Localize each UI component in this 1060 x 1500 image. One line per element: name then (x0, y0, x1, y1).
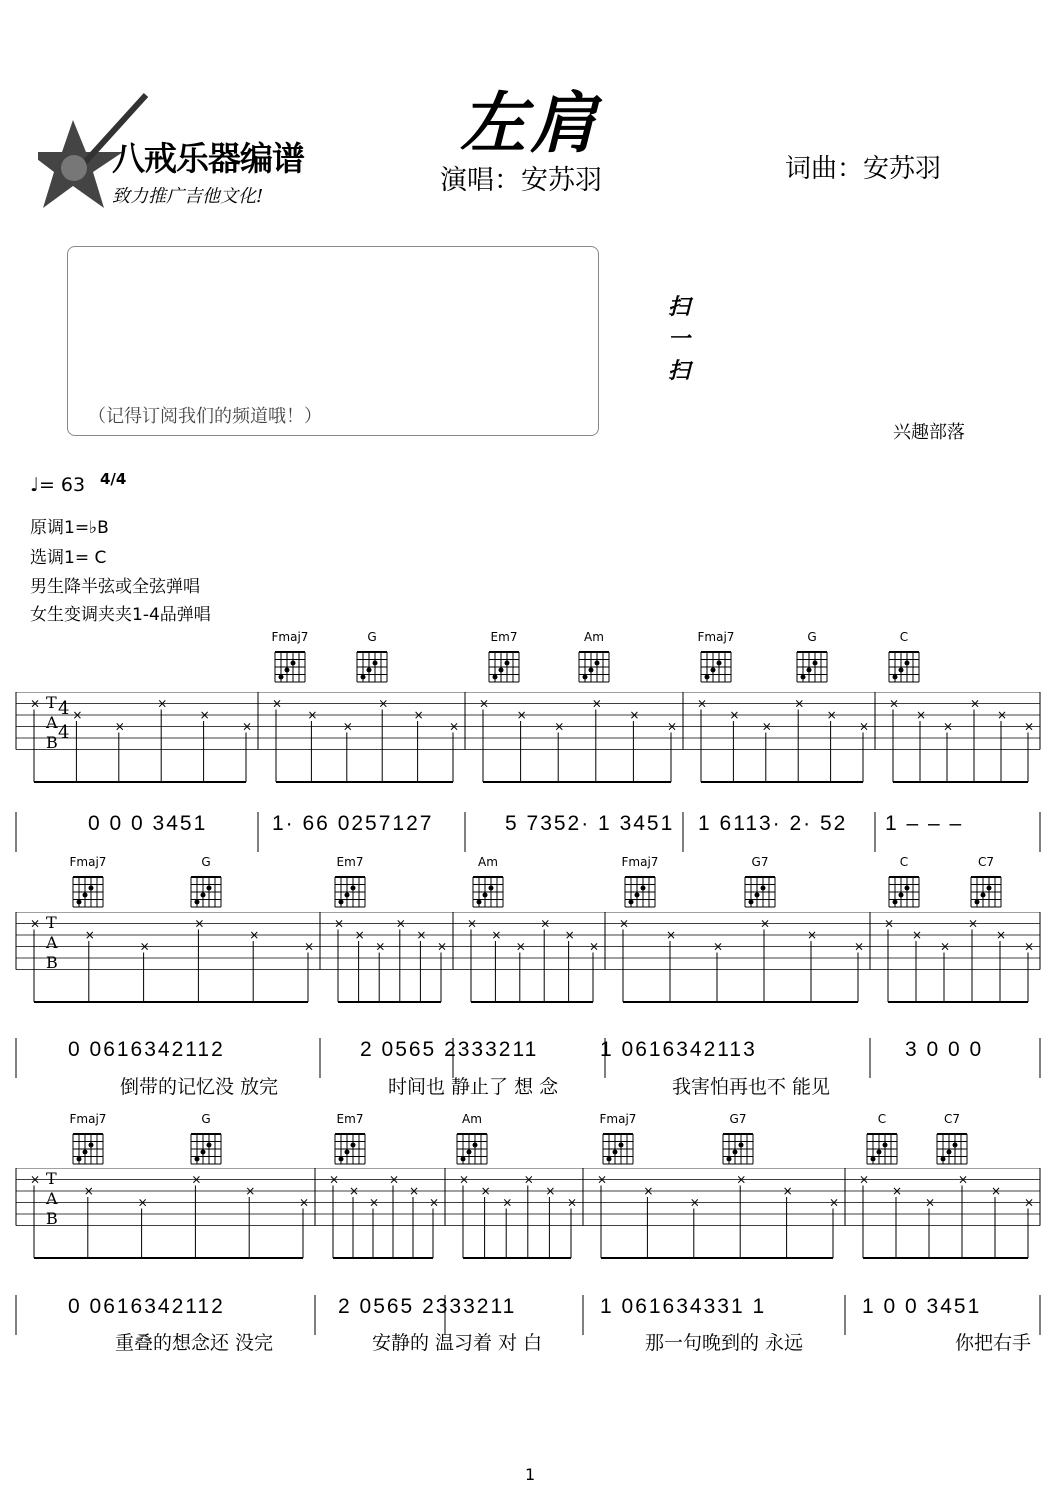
chord-name: G (807, 630, 817, 644)
chord-name: C (899, 855, 909, 869)
svg-text:×: × (249, 928, 260, 942)
singer: 演唱：安苏羽 (440, 165, 602, 196)
svg-text:×: × (378, 696, 389, 711)
svg-text:×: × (540, 916, 551, 931)
svg-text:×: × (416, 928, 427, 942)
svg-text:×: × (515, 939, 526, 954)
chord-diagram-icon (68, 871, 112, 911)
svg-text:×: × (480, 1184, 491, 1198)
chord-diagram-icon (620, 871, 664, 911)
brand-name: 八戒乐器编谱 (112, 139, 304, 178)
song-title: 左肩 (460, 84, 600, 162)
svg-text:×: × (564, 928, 575, 942)
svg-text:×: × (191, 1172, 202, 1187)
svg-text:×: × (925, 1195, 936, 1210)
selected-key: 选调1= C (30, 548, 107, 568)
jianpu-measure: 3 0 0 0 (905, 1038, 984, 1061)
chord-diagram-icon (68, 1128, 112, 1168)
jianpu-measure: 2 0565 2333211 (360, 1038, 539, 1061)
svg-text:×: × (794, 696, 805, 711)
chord-name: G (201, 1112, 211, 1126)
chord-diagram-icon (696, 646, 740, 686)
svg-text:×: × (1024, 1195, 1035, 1210)
svg-text:×: × (940, 939, 951, 954)
svg-text:×: × (943, 719, 954, 734)
chord-diagram-icon (574, 646, 618, 686)
jianpu-measure: 0 0 0 3451 (88, 812, 208, 835)
svg-text:×: × (996, 928, 1007, 942)
svg-text:×: × (30, 916, 41, 931)
chord-diagram-icon (932, 1128, 976, 1168)
svg-text:×: × (629, 708, 640, 722)
chord-name: G7 (729, 1112, 747, 1126)
svg-text:×: × (1024, 719, 1035, 734)
chord-name: Am (462, 1112, 482, 1126)
svg-text:×: × (245, 1184, 256, 1198)
chord-name: C (877, 1112, 887, 1126)
svg-text:×: × (761, 719, 772, 734)
svg-text:×: × (697, 696, 708, 711)
jianpu-measure: 1 061634331 1 (600, 1295, 767, 1318)
tab-staff (0, 912, 1060, 1092)
svg-text:×: × (304, 939, 315, 954)
chord-name: C7 (943, 1112, 960, 1126)
chord-name: Fmaj7 (697, 630, 735, 644)
svg-text:×: × (84, 928, 95, 942)
chord-diagram-icon (186, 1128, 230, 1168)
svg-text:×: × (782, 1184, 793, 1198)
chord-name: Em7 (490, 630, 518, 644)
time-signature: 4/4 (100, 470, 127, 488)
chord-name: Fmaj7 (69, 855, 107, 869)
chord-name: Fmaj7 (621, 855, 659, 869)
svg-text:×: × (395, 916, 406, 931)
svg-text:×: × (459, 1172, 470, 1187)
svg-text:×: × (83, 1184, 94, 1198)
svg-text:×: × (760, 916, 771, 931)
svg-text:×: × (413, 708, 424, 722)
svg-text:×: × (554, 719, 565, 734)
svg-text:×: × (199, 708, 210, 722)
svg-text:×: × (997, 708, 1008, 722)
svg-text:×: × (354, 928, 365, 942)
svg-text:×: × (516, 708, 527, 722)
svg-text:×: × (643, 1184, 654, 1198)
svg-text:×: × (437, 939, 448, 954)
svg-text:×: × (334, 916, 345, 931)
chord-diagram-icon (884, 646, 928, 686)
svg-text:T: T (46, 1169, 57, 1188)
svg-text:×: × (970, 696, 981, 711)
chord-name: Fmaj7 (69, 1112, 107, 1126)
svg-text:×: × (829, 1195, 840, 1210)
jianpu-measure: 2 0565 2333211 (338, 1295, 517, 1318)
svg-text:×: × (1024, 939, 1035, 954)
svg-text:4: 4 (58, 722, 70, 743)
chord-diagram-icon (330, 1128, 374, 1168)
svg-text:×: × (342, 719, 353, 734)
chord-diagram-icon (718, 1128, 762, 1168)
svg-text:×: × (375, 939, 386, 954)
chord-diagram-icon (468, 871, 512, 911)
svg-text:×: × (194, 916, 205, 931)
scan-label: 扫一扫 (668, 295, 691, 384)
male-note: 男生降半弦或全弦弹唱 (30, 577, 200, 597)
svg-text:×: × (916, 708, 927, 722)
svg-text:B: B (46, 733, 58, 752)
svg-text:×: × (667, 719, 678, 734)
chord-diagram-icon (740, 871, 784, 911)
subscribe-note: （记得订阅我们的频道哦！） (88, 406, 322, 427)
svg-text:×: × (389, 1172, 400, 1187)
svg-text:×: × (958, 1172, 969, 1187)
svg-text:×: × (30, 1172, 41, 1187)
svg-text:×: × (713, 939, 724, 954)
svg-text:×: × (369, 1195, 380, 1210)
chord-name: Em7 (336, 855, 364, 869)
svg-text:T: T (46, 693, 57, 712)
chord-diagram-icon (792, 646, 836, 686)
svg-text:×: × (467, 916, 478, 931)
chord-name: Em7 (336, 1112, 364, 1126)
svg-text:×: × (409, 1184, 420, 1198)
svg-text:B: B (46, 953, 58, 972)
svg-text:A: A (46, 1189, 58, 1208)
svg-text:×: × (114, 719, 125, 734)
composer: 词曲：安苏羽 (785, 154, 942, 184)
svg-text:×: × (329, 1172, 340, 1187)
svg-text:×: × (968, 916, 979, 931)
svg-text:A: A (46, 933, 58, 952)
chord-name: Fmaj7 (599, 1112, 637, 1126)
chord-name: C7 (977, 855, 994, 869)
tab-staff (0, 1168, 1060, 1348)
chord-diagram-icon (452, 1128, 496, 1168)
svg-text:×: × (137, 1195, 148, 1210)
svg-text:×: × (545, 1184, 556, 1198)
svg-text:×: × (30, 696, 41, 711)
lyric-line: 我害怕再也不 能见 (672, 1076, 831, 1098)
svg-text:×: × (242, 719, 253, 734)
chord-diagram-icon (884, 871, 928, 911)
chord-diagram-icon (966, 871, 1010, 911)
svg-text:×: × (889, 696, 900, 711)
lyric-line: 时间也 静止了 想 念 (388, 1076, 559, 1098)
lyric-line: 你把右手 (955, 1332, 1032, 1354)
svg-text:×: × (591, 696, 602, 711)
brand-slogan: 致力推广吉他文化! (112, 186, 264, 207)
svg-text:×: × (139, 939, 150, 954)
svg-text:×: × (429, 1195, 440, 1210)
svg-text:×: × (589, 939, 600, 954)
svg-text:×: × (449, 719, 460, 734)
chord-diagram-icon (484, 646, 528, 686)
chord-diagram-icon (598, 1128, 642, 1168)
svg-text:A: A (46, 713, 58, 732)
lyric-line: 安静的 温习着 对 白 (372, 1332, 543, 1354)
lyric-line: 倒带的记忆没 放完 (120, 1076, 279, 1098)
female-note: 女生变调夹夹1-4品弹唱 (30, 605, 211, 625)
lyric-line: 重叠的想念还 没完 (115, 1332, 274, 1354)
tab-staff (0, 692, 1060, 872)
svg-text:×: × (272, 696, 283, 711)
svg-text:4: 4 (58, 698, 70, 719)
lyric-line: 那一句晚到的 永远 (645, 1332, 804, 1354)
svg-text:×: × (892, 1184, 903, 1198)
svg-text:×: × (854, 939, 865, 954)
svg-text:×: × (736, 1172, 747, 1187)
svg-text:×: × (807, 928, 818, 942)
chord-name: Am (478, 855, 498, 869)
jianpu-measure: 1 0616342113 (600, 1038, 757, 1061)
tribe-label: 兴趣部落 (893, 422, 965, 443)
chord-diagram-icon (862, 1128, 906, 1168)
svg-text:×: × (523, 1172, 534, 1187)
svg-text:B: B (46, 1209, 58, 1228)
chord-name: G (367, 630, 377, 644)
jianpu-measure: 1 6113· 2· 52 (698, 812, 848, 835)
svg-text:×: × (859, 1172, 870, 1187)
svg-text:×: × (567, 1195, 578, 1210)
chord-name: Am (584, 630, 604, 644)
svg-text:×: × (491, 928, 502, 942)
svg-text:×: × (912, 928, 923, 942)
chord-diagram-icon (186, 871, 230, 911)
svg-text:×: × (72, 708, 83, 722)
svg-text:×: × (502, 1195, 513, 1210)
jianpu-measure: 0 0616342112 (68, 1295, 225, 1318)
svg-text:×: × (479, 696, 490, 711)
svg-text:×: × (619, 916, 630, 931)
chord-name: C (899, 630, 909, 644)
svg-text:×: × (991, 1184, 1002, 1198)
svg-text:×: × (729, 708, 740, 722)
jianpu-measure: 1 – – – (885, 812, 964, 835)
svg-text:×: × (826, 708, 837, 722)
page-number: 1 (525, 1465, 536, 1484)
chord-name: G (201, 855, 211, 869)
chord-diagram-icon (270, 646, 314, 686)
chord-name: Fmaj7 (271, 630, 309, 644)
svg-text:×: × (307, 708, 318, 722)
svg-text:×: × (597, 1172, 608, 1187)
svg-text:×: × (689, 1195, 700, 1210)
svg-text:T: T (46, 913, 57, 932)
svg-text:×: × (884, 916, 895, 931)
jianpu-measure: 1 0 0 3451 (862, 1295, 982, 1318)
original-key: 原调1=♭B (30, 518, 109, 538)
tempo: ♩= 63 (30, 474, 86, 496)
jianpu-measure: 0 0616342112 (68, 1038, 225, 1061)
svg-text:×: × (666, 928, 677, 942)
svg-text:×: × (859, 719, 870, 734)
svg-text:×: × (299, 1195, 310, 1210)
chord-name: G7 (751, 855, 769, 869)
jianpu-measure: 1· 66 0257127 (272, 812, 434, 835)
svg-text:×: × (157, 696, 168, 711)
jianpu-measure: 5 7352· 1 3451 (505, 812, 675, 835)
svg-text:×: × (349, 1184, 360, 1198)
chord-diagram-icon (352, 646, 396, 686)
chord-diagram-icon (330, 871, 374, 911)
